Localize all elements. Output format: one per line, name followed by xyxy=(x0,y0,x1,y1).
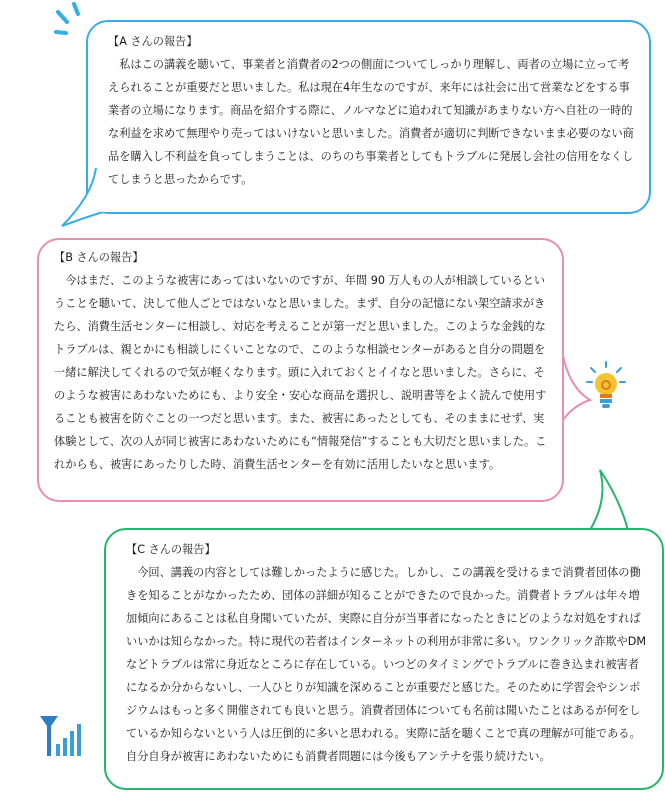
report-bubble-c xyxy=(104,528,664,790)
antenna-signal-icon xyxy=(38,714,84,758)
bubble-c-tail xyxy=(590,470,628,530)
report-body: 今はまだ、このような被害にあってはいないのですが、年間 90 万人もの人が相談しているということを聴いて、決して他人ごとではないなと思いました。まず、自分の記憶にない架空請求がきたら、消費生活センターに相談し、対応を考えることが第一だと思いました。このような金銭的なトラブルは、親とかにも相談しにくいことなので、このような相談センターがあると自分の問題を一緒に解決してくれるので気が軽くなります。頭に入れておくとイイなと思いました。さらに、そのような被害にあわないためにも、より安全・安心な商品を選択し、説明書等をよく読んで使用することも被害を防ぐことの一つだと思います。また、被害にあったとしても、そのままにせず、実体験として、次の人が同じ被害にあわないためにも“情報発信”することも大切だと思いました。これからも、被害にあったりした時、消費生活センターを有効に活用したいなと思います。 xyxy=(54,274,547,471)
report-title: 【C さんの報告】 xyxy=(126,543,216,556)
report-body: 私はこの講義を聴いて、事業者と消費者の2つの側面についてしっかり理解し、両者の立場に立って考えられることが重要だと思いました。私は現在4年生なのですが、来年には社会に出て営業などをする事業者の立場になります。商品を紹介する際に、ノルマなどに追われて知識があまりない方へ自社の一時的な利益を求めて無理やり売ってはいけないと思いました。消費者が適切に判断できないまま必要のない商品を購入し不利益を負ってしまうことは、のちのち事業者としてもトラブルに発展し会社の信用をなくしてしまうと思ったからです。 xyxy=(108,58,634,186)
bubble-a-tail xyxy=(62,168,118,226)
lightbulb-icon xyxy=(586,360,626,412)
report-title: 【A さんの報告】 xyxy=(108,35,198,48)
report-bubble-b xyxy=(37,238,564,502)
report-title: 【B さんの報告】 xyxy=(54,251,144,264)
report-body: 今回、講義の内容としては難しかったように感じた。しかし、この講義を受けるまで消費者団体の働きを知ることがなかったため、団体の詳細が知ることができたので良かった。消費者トラブルは年々増加傾向にあることは私自身聞いていたが、実際に自分が当事者になったときにどのような対処をすればいいかは知らなかった。特に現代の若者はインターネットの利用が非常に多い。ワンクリック詐欺やDMなどトラブルは常に身近なところに存在している。いつどのタイミングでトラブルに巻き込まれ被害者になるか分からないし、一人ひとりが知識を深めることが重要だと感じた。そのために学習会やシンポジウムはもっと多く開催されても良いと思う。消費者団体についても名前は聞いたことはあるが何をしているか知らないという人は圧倒的に多いと思われる。実際に話を聴くことで真の理解が可能である。自分自身が被害にあわないためにも消費者問題には今後もアンテナを張り続けたい。 xyxy=(126,566,647,763)
sparkle-icon xyxy=(52,0,86,40)
tail-join-a xyxy=(89,200,119,212)
